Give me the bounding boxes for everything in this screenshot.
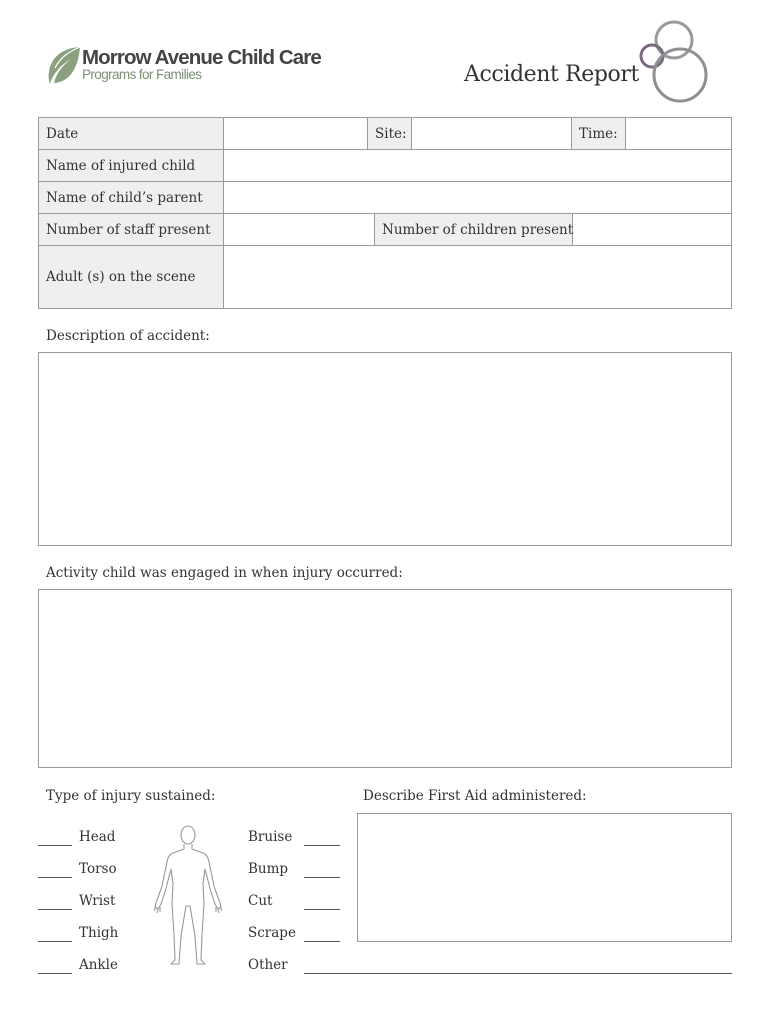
injured-child-label: Name of injured child — [39, 150, 224, 182]
torso-blank[interactable] — [38, 877, 72, 878]
description-box[interactable] — [38, 352, 732, 546]
wrist-blank[interactable] — [38, 909, 72, 910]
time-label: Time: — [572, 118, 626, 150]
site-label: Site: — [368, 118, 412, 150]
children-present-label: Number of children present — [375, 214, 573, 246]
parent-field[interactable] — [224, 182, 731, 214]
injury-thigh-label: Thigh — [79, 925, 119, 941]
scrape-blank[interactable] — [304, 941, 340, 942]
bruise-blank[interactable] — [304, 845, 340, 846]
adults-label: Adult (s) on the scene — [39, 246, 224, 308]
injured-child-field[interactable] — [224, 150, 731, 182]
injury-bruise-label: Bruise — [248, 829, 293, 845]
injury-cut-label: Cut — [248, 893, 273, 909]
other-blank[interactable] — [304, 973, 732, 974]
head-blank[interactable] — [38, 845, 72, 846]
injury-bump-label: Bump — [248, 861, 289, 877]
injury-other-label: Other — [248, 957, 288, 973]
injury-type-label: Type of injury sustained: — [46, 788, 216, 804]
injury-torso-label: Torso — [79, 861, 117, 877]
first-aid-box[interactable] — [357, 813, 732, 942]
cut-blank[interactable] — [304, 909, 340, 910]
description-label: Description of accident: — [46, 328, 210, 344]
staff-present-field[interactable] — [224, 214, 375, 246]
injury-scrape-label: Scrape — [248, 925, 296, 941]
thigh-blank[interactable] — [38, 941, 72, 942]
injury-wrist-label: Wrist — [79, 893, 116, 909]
parent-label: Name of child’s parent — [39, 182, 224, 214]
activity-label: Activity child was engaged in when injury occurred: — [46, 565, 403, 581]
document-title: Accident Report — [464, 62, 639, 87]
human-body-outline-icon — [146, 824, 230, 966]
staff-present-label: Number of staff present — [39, 214, 224, 246]
leaf-logo-icon — [46, 46, 82, 86]
date-label: Date — [39, 118, 224, 150]
bump-blank[interactable] — [304, 877, 340, 878]
injury-ankle-label: Ankle — [79, 957, 118, 973]
children-present-field[interactable] — [573, 214, 731, 246]
info-table — [38, 117, 732, 309]
site-field[interactable] — [412, 118, 572, 150]
activity-box[interactable] — [38, 589, 732, 768]
injury-head-label: Head — [79, 829, 116, 845]
adults-field[interactable] — [224, 246, 731, 308]
organization-subtitle: Programs for Families — [82, 67, 202, 82]
overlapping-rings-icon — [632, 18, 716, 106]
ankle-blank[interactable] — [38, 973, 72, 974]
first-aid-label: Describe First Aid administered: — [363, 788, 587, 804]
date-field[interactable] — [224, 118, 368, 150]
organization-name: Morrow Avenue Child Care — [82, 46, 321, 69]
time-field[interactable] — [626, 118, 731, 150]
